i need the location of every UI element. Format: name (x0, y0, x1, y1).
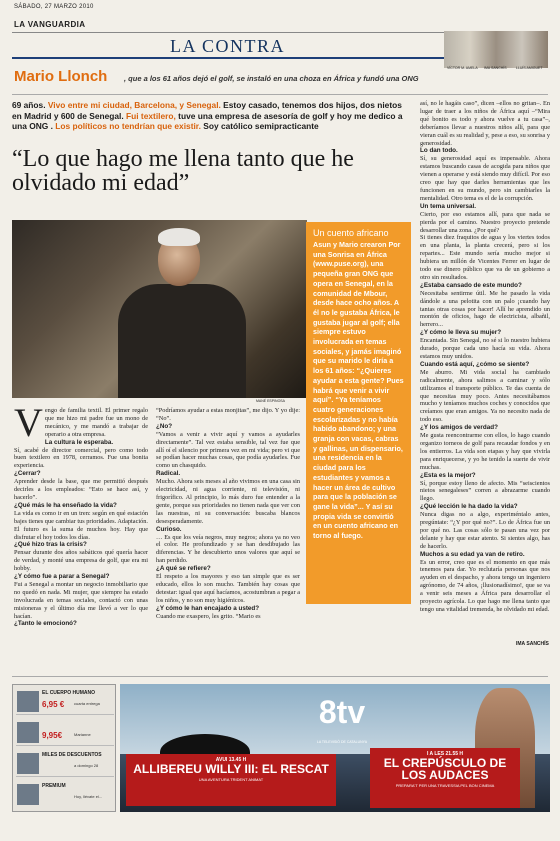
ad-thumbnail (17, 722, 39, 743)
ad-title: PREMIUM (42, 783, 66, 789)
intro-religion: Soy católico semipracticante (200, 121, 319, 131)
columnist-name-3: LLUÍS AMIGUET (516, 66, 543, 70)
show-title: EL CREPÚSCULO DE LOS AUDACES (383, 756, 507, 782)
headline-quote: “Lo que hago me llena tanto que he olvidado mi edad” (12, 146, 354, 196)
intro-family: Estoy casado, tenemos dos hijos, dos nietos en Madrid y 600 de Senegal. (12, 100, 402, 121)
section-title: LA CONTRA (170, 36, 286, 56)
sidebox (306, 222, 411, 604)
ad-item[interactable] (16, 719, 114, 746)
article-column-2: “Podríamos ayudar a estas monjitas”, me dijo. Y yo dije: “No”. ¿No? “Vamos a venir a vivir aquí y vamos a ayudarles directamente”. Tal vez estaba sensible, tal vez fue que allí oí el silencio por primera vez en mi vida; pero vi que se podían hacer muchas cosas, que podía ayudarles. Fue como un chasquido. Radical. Mucho. Ahora seis meses al año vivimos en una casa sin electricidad, ni agua corriente, ni televisión, ni frigorífico. Al principio, lo más duro fue entender a la gente, porque sus prioridades no tienen nada que ver con las nuestras, ni su conversación: buscaba blancos desesperadamente. Curioso. … Es que los veía negros, muy negros; ahora ya no veo el color. He profundizado y se han desdibujado las diferencias. Y he descubierto unos valores que aquí se han perdido. ¿A qué se refiere? El respeto a los mayores y eso tan simple que es ser educado, ellos lo son mucho. También hay cosas que detestar: igual que aquí hacíamos, acostumbran a pegar a los niños, y no son muy higiénicos. ¿Y cómo le han encajado a usted? Cuando me exaspero, les grito. “Mario es (156, 407, 300, 620)
show-title: ALLIBEREU WILLY III: EL RESCAT (133, 762, 329, 776)
article-column-1: Vengo de familia textil. El primer regalo que me hizo mi padre fue un mono de mecánico, y me mandó a trabajar de operario a otra empresa. La cultura le esperaba. Sí, acabé de director comercial, pero como todo buen textilero en 1978, cerramos. Fue una bonita experiencia. ¿Cerrar? Aprender desde la base, que me permitió después decirles a los empleados: “Esto se hace así, y hacerlo”. ¿Qué más le ha enseñado la vida? La vida es como ir en un tren: según en qué estación bajes tienes que cambiar tus prioridades. Adaptación. El futuro es la suma de muchos hoy. Hay que disfrutar el hoy todos los días. ¿Qué hizo tras la crisis? Pensar durante dos años sabáticos qué quería hacer de verdad, y monté una empresa de golf, que era mi hobby. ¿Y cómo fue a parar a Senegal? Fui a Senegal a montar un negocio inmobiliario que no quedó en nada. Mi mujer, que siempre ha estado involucrada en temas sociales, contactó con unas misioneras y el último día me llevó a ver lo que hacían. ¿Tanto le emocionó? (14, 400, 148, 628)
intro-politics: Los políticos no tendrían que existir. (52, 121, 201, 131)
ad-thumbnail (17, 784, 39, 805)
columnists-photo (444, 31, 548, 68)
show-panel-1 (126, 754, 336, 806)
show-panel-2 (370, 748, 520, 808)
interviewee-name: Mario Llonch (14, 68, 108, 85)
show-time: AVUI 13.45 H (215, 757, 247, 763)
divider (12, 676, 548, 677)
dropcap: V (14, 400, 43, 445)
intro-age: 69 años. (12, 100, 46, 110)
ad-item[interactable] (16, 781, 114, 808)
intro-job: Fui textilero, (123, 110, 176, 121)
ad-subtitle: a domingo 28 (74, 763, 99, 768)
promo-ads (12, 684, 116, 812)
photo-credit: MANÉ ESPINOSA (256, 399, 285, 403)
sidebox-title: Un cuento africano (313, 228, 389, 238)
show-time: I A LES 21.55 H (426, 751, 464, 757)
interviewee-subtitle: , que a los 61 años dejó el golf, se instaló en una choza en África y fundó una ONG (124, 74, 419, 83)
sidebox-text: Asun y Mario crearon Por una Sonrisa en África (www.puse.org), una pequeña gran ONG que opera en Senegal, en la comunidad de Mbour, desde hace ocho años. A él no le gustaba África, le gustaba jugar al golf; ella siempre estuvo involucrada en temas sociales, y jamás imaginó que su marido le diría a los 61 años: “¿Quieres ayudar a esta gente? Pues habrá que venir a vivir aquí”. “Ya teníamos cuatro generaciones escolarizadas y no había habido abandono; y una granja con vacas, cabras y gallinas, un dispensario, una residencia en la ciudad para los estudiantes y vamos a hacer un área de cultivo para que la población se gane la vida”... Y así su propia vida se convirtió en un cuento africano en torno al fuego. (313, 240, 404, 541)
article-author: IMA SANCHÍS (516, 641, 549, 647)
show-subtitle: UNA AVENTURA TRIDENT ANIMAT (198, 777, 264, 782)
channel-logo: 8tv (318, 694, 366, 730)
article-column-3: así, no le hagáis caso”, dicen –ellos no gritan–. En lugar de traer a los niños de África aquí –“Mira qué bonito es todo y ahora vuelve a tu casa”–, deberíamos llevar a nuestros niños allí, para que vieran cuál es su realidad y, pese a eso, su sonrisa y generosidad. Lo dan todo. Sí, su generosidad aquí es impensable. Ahora estamos buscando casas de acogida para niños que vienen a operarse y está siendo muy difícil. Por eso creo que hay que darles herramientas que les funcionen en su mundo, pero sin cambiarles la mentalidad. Otro tema es el de la corrupción. Un tema universal. Cierto, por eso estamos allí, para que nada se pierda por el camino. Nuestro proyecto pretende desarrollar una zona. ¿Por qué? Si tienes diez fraquitos de agua y los viertes todos en una planta, la planta crecerá, pero si los repartes... Este mundo sería mucho mejor si hubiera un millón de Vicentes Ferrer en lugar de todo ese dinero público que va de un gobierno a otro sin resultados. ¿Estaba cansado de este mundo? Necesitaba sentirme útil. Me he pasado la vida dándole a una pelotita con un palo ¡cuando hay tantas otras cosas por hacer! Allí he aprendido un montón de oficios, hago de electricista, albañil, herrero... ¿Y cómo le lleva su mujer? Encantada. Sin Senegal, no sé si lo nuestro hubiera durado, porque cada uno hacía su vida. Ahora estamos muy unidos. Cuando está aquí, ¿cómo se siente? Me aburro. Mi vida social ha cambiado radicalmente, ahora salimos a caminar y sólo utilizamos el transporte público. Te das cuenta de que necesitas muy poco. Antes necesitábamos mucho y teníamos muchos coches y conocidos que creíamos que eran amigos. Ya no necesito nada de todo eso. ¿Y los amigos de verdad? Me gusta reencontrarme con ellos, lo hago cuando organizo torneos de golf para recaudar fondos y en los entierros. La vida son etapas y hay que vivirla para enriquecerse, y yo he tenido la suerte de vivir muchas. ¿Esta es la mejor? Sí, porque estoy lleno de afecto. Mis “seiscientos nietos senegaleses” corren a abrazarme cuando llego. ¿Qué lección le ha dado la vida? Nunca digas no a algo, experiméntalo antes, pregúntate: “¿Y por qué no?”. Lo de África fue un por qué no. Las cosas sólo te pasan una vez por delante y hay que estar atento. Si sientes algo, has de hacerlo. Muchos a su edad ya van de retiro. Es un error, creo que es el momento en que más tenemos para dar. Yo reclutaría personas que nos ayuden en el despacho, y ahora tengo un ingeniero agrónomo, de 74 años, ¡llusionadísimo!, que se va a venir seis meses a África para desarrollar el proyecto agrícola. Lo que hago me llena tanto que tengo una vitalidad tremenda, he olvidado mi edad. (420, 100, 550, 613)
ad-title: MILES DE DESCUENTOS (42, 752, 102, 758)
portrait-hair (158, 228, 200, 246)
channel-tagline: LA TELEVISIÓ DE CATALUNYA (316, 740, 368, 744)
ad-title: EL CUERPO HUMANO (42, 690, 95, 696)
ad-thumbnail (17, 691, 39, 712)
intro-residence: Vivo entre mi ciudad, Barcelona, y Senegal. (45, 100, 221, 110)
ad-thumbnail (17, 753, 39, 774)
show-subtitle: PREPARA'T PER UNA TRAVESSIA PEL BON CINEMA (395, 783, 495, 788)
columnist-name-1: VÍCTOR M. AMELA (447, 66, 478, 70)
ad-subtitle: cuarta entrega (74, 701, 100, 706)
issue-date: SÁBADO, 27 MARZO 2010 (14, 4, 94, 10)
portrait-figure (118, 284, 246, 398)
intro-paragraph (12, 100, 407, 132)
ad-price: 6,95 € (42, 700, 65, 709)
columnist-name-2: IMA SANCHÍS (484, 66, 507, 70)
divider (12, 94, 548, 95)
tv-advertisement[interactable] (120, 684, 550, 812)
ad-item[interactable] (16, 688, 114, 715)
newspaper-name: LA VANGUARDIA (14, 20, 86, 29)
ad-subtitle: Marianne (74, 732, 91, 737)
ad-subtitle: Hoy, llévate el... (74, 794, 103, 799)
ad-item[interactable] (16, 750, 114, 777)
intro-work: tuve una empresa de asesoría de golf y hoy me dedico a una ONG . (12, 110, 403, 131)
ad-price: 9,95€ (42, 731, 63, 740)
